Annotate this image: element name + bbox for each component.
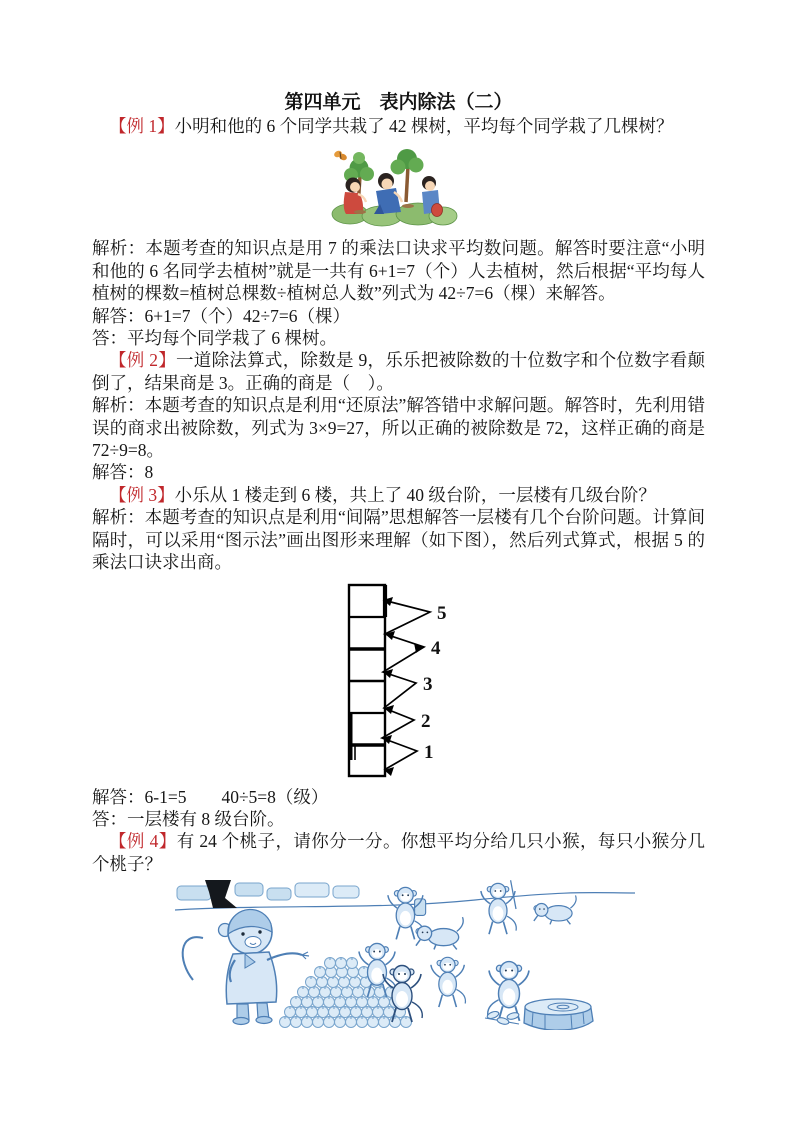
example-1-analysis (92, 237, 705, 304)
boy-planting (374, 173, 402, 214)
example-2 (92, 349, 705, 483)
example-2-label: 【例 2】 (109, 350, 177, 371)
monkeys-dividing-peaches-illustration (175, 880, 635, 1030)
answer-label: 答： (92, 328, 127, 349)
analysis-text: 本题考查的知识点是利用“间隔”思想解答一层楼有几个台阶问题。计算间隔时，可以采用“图示法”画出图形来理解（如下图），然后列式算式，根据 5 的乘法口诀求出商。 (92, 507, 705, 573)
example-1-question (92, 115, 705, 137)
example-1-question-text: 小明和他的 6 个同学共栽了 42 棵树，平均每个同学栽了几棵树？ (174, 116, 674, 136)
page-title: 第四单元 表内除法（二） (284, 92, 513, 113)
butterfly-icon (333, 150, 348, 162)
example-1-answer (92, 327, 705, 349)
solution-text: 8 (144, 462, 154, 483)
analysis-label: 解析： (92, 507, 145, 528)
example-3-analysis (92, 506, 705, 573)
example-3-question (92, 484, 705, 506)
kid-with-bag (422, 176, 443, 217)
example-3-answer (92, 808, 705, 830)
example-1 (92, 115, 705, 349)
worksheet-content (92, 91, 705, 1030)
stone-wall (177, 883, 359, 900)
example-4 (92, 830, 705, 1030)
small-monkey-standing (431, 957, 466, 1007)
interval-label-3: 3 (423, 673, 433, 695)
example-2-question (92, 349, 705, 394)
example-3-question-text: 小乐从 1 楼走到 6 楼，共上了 40 级台阶，一层楼有几级台阶？ (174, 484, 656, 505)
solution-label: 解答： (92, 462, 145, 483)
soil-mound (354, 210, 366, 214)
example-2-question-text: 一道除法算式，除数是 9，乐乐把被除数的十位数字和个位数字看颠倒了，结果商是 3。正确的商是（ ）。 (92, 350, 706, 393)
example-3 (92, 484, 705, 830)
analysis-label: 解析： (92, 395, 145, 416)
small-monkey-crawling (416, 917, 463, 949)
answer-label: 答： (92, 808, 127, 829)
interval-label-5: 5 (437, 602, 447, 624)
analysis-label: 解析： (92, 238, 146, 259)
tree-stump (524, 999, 593, 1030)
solution-text: 6+1=7（个）42÷7=6（棵） (144, 305, 350, 326)
fallen-branch (485, 1010, 520, 1025)
soil-mound (402, 204, 414, 208)
example-1-solution (92, 305, 705, 327)
solution-label: 解答： (92, 786, 145, 807)
analysis-text: 本题考查的知识点是用 7 的乘法口诀求平均数问题。解答时要注意“小明和他的 6 名同学去植树”就是一共有 6+1=7（个）人去植树，然后根据“平均每人植树的棵数=植树总棵数÷植树总人数”列式为 42÷7=6（棵）来解答。 (92, 238, 706, 304)
small-monkey-crawling-right (534, 896, 576, 925)
answer-text: 一层楼有 8 级台阶。 (127, 808, 285, 829)
dark-tree-trunk (205, 880, 237, 908)
staircase-interval-diagram (347, 582, 497, 778)
girl-planting (344, 178, 366, 215)
solution-label: 解答： (92, 305, 145, 326)
interval-label-1: 1 (424, 741, 434, 763)
small-monkey-with-stick (481, 880, 516, 934)
stair-boxes (349, 585, 385, 776)
analysis-text: 本题考查的知识点是利用“还原法”解答错中求解问题。解答时，先利用错误的商求出被除数，列式为 3×9=27，所以正确的被除数是 72，这样正确的商是 72÷9=8。 (92, 395, 705, 461)
example-4-question-text: 有 24 个桃子，请你分一分。你想平均分给几只小猴，每只小猴分几个桃子？ (92, 831, 705, 874)
interval-label-2: 2 (421, 710, 431, 732)
example-4-label: 【例 4】 (109, 831, 177, 852)
example-2-analysis (92, 394, 705, 461)
example-3-solution (92, 786, 705, 808)
example-2-solution (92, 461, 705, 483)
solution-text: 6-1=5 40÷5=8（级） (144, 786, 329, 807)
interval-labels (421, 603, 447, 763)
children-planting-trees-illustration (330, 144, 458, 231)
answer-text: 平均每个同学栽了 6 棵树。 (127, 328, 337, 349)
example-1-label: 【例 1】 (109, 116, 175, 136)
interval-label-4: 4 (431, 637, 441, 659)
example-4-question (92, 830, 705, 875)
example-3-label: 【例 3】 (109, 484, 175, 505)
